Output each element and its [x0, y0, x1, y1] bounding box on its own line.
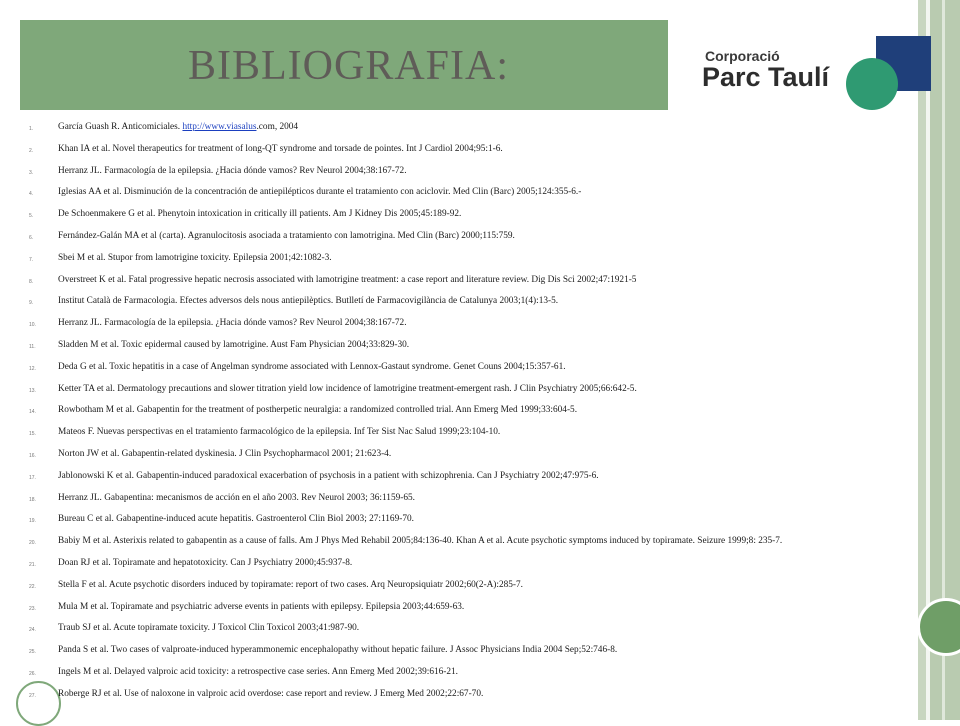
reference-item: [0, 296, 916, 308]
reference-number: 1.: [29, 126, 34, 132]
reference-item: [0, 318, 916, 330]
reference-number: 7.: [29, 256, 34, 263]
reference-text: Ketter TA et al. Dermatology precautions and slower titration yield low incidence of lamotrigine treatment-emergent rash. J Clin Psychiatry 2005;66:642-5.: [58, 383, 637, 394]
reference-number: 13.: [29, 387, 36, 394]
logo-text-line2: Parc Taulí: [702, 62, 830, 92]
logo-circle-shape: [846, 58, 898, 110]
reference-text: Traub SJ et al. Acute topiramate toxicity. J Toxicol Clin Toxicol 2003;41:987-90.: [58, 623, 360, 634]
reference-text: Mula M et al. Topiramate and psychiatric adverse events in patients with epilepsy. Epilepsia 2003;44:659-63.: [58, 601, 465, 612]
reference-item: [0, 384, 916, 396]
reference-text: Roberge RJ et al. Use of naloxone in valproic acid overdose: case report and review. J Emerg Med 2002;22:67-70.: [58, 688, 484, 699]
reference-text: Fernández-Galán MA et al (carta). Agranulocitosis asociada a tratamiento con lamotrigina. Med Clin (Barc) 2000;115:759.: [58, 230, 515, 241]
reference-item: [0, 580, 916, 592]
reference-item: [0, 209, 916, 221]
reference-text: Rowbotham M et al. Gabapentin for the treatment of postherpetic neuralgia: a randomized controlled trial. Ann Emerg Med 1999;33:604-5.: [58, 405, 578, 416]
reference-text: Herranz JL. Farmacología de la epilepsia. ¿Hacia dónde vamos? Rev Neurol 2004;38:167-72.: [58, 318, 407, 329]
reference-number: 2.: [29, 147, 34, 154]
reference-text: Norton JW et al. Gabapentin-related dyskinesia. J Clin Psychopharmacol 2001; 21:623-4.: [58, 448, 392, 459]
reference-item: [0, 623, 916, 635]
reference-link[interactable]: http://www.viasalus: [182, 122, 257, 132]
reference-number: 8.: [29, 278, 34, 285]
reference-text: Institut Català de Farmacologia. Efectes adversos dels nous antiepilèptics. Butlletí de Farmacovigilància de Catalunya 2003;1(4):13-5.: [58, 296, 559, 307]
reference-item: [0, 645, 916, 657]
reference-number: 3.: [29, 169, 34, 176]
reference-number: 14.: [29, 409, 36, 416]
reference-number: 20.: [29, 540, 36, 547]
reference-number: 23.: [29, 605, 36, 612]
reference-item: [0, 144, 916, 156]
reference-text: Mateos F. Nuevas perspectivas en el tratamiento farmacológico de la epilepsia. Inf Ter Sist Nac Salud 1999;23:104-10.: [58, 427, 501, 438]
reference-item: [0, 514, 916, 526]
reference-text: De Schoenmakere G et al. Phenytoin intoxication in critically ill patients. Am J Kidney Dis 2005;45:189-92.: [58, 209, 462, 220]
reference-text-suffix: .com, 2004: [256, 122, 299, 132]
reference-text: Sladden M et al. Toxic epidermal caused by lamotrigine. Aust Fam Physician 2004;33:829-30.: [58, 339, 410, 350]
reference-text: Panda S et al. Two cases of valproate-induced hyperammonemic encephalopathy without hepatic failure. J Assoc Physicians India 2004 Sep;52:746-8.: [58, 645, 618, 656]
reference-number: 15.: [29, 431, 36, 438]
reference-number: 9.: [29, 300, 34, 307]
reference-item: [0, 449, 916, 461]
reference-item: [0, 166, 916, 178]
reference-item: [0, 122, 916, 134]
reference-text: Jablonowski K et al. Gabapentin-induced paradoxical exacerbation of psychosis in a patient with schizophrenia. Can J Psychiatry 2002;47:975-6.: [58, 470, 599, 481]
reference-text: García Guash R. Anticomiciales.: [58, 122, 183, 132]
reference-item: [0, 689, 916, 701]
reference-number: 5.: [29, 213, 34, 220]
reference-item: [0, 536, 916, 548]
reference-text: Herranz JL. Gabapentina: mecanismos de acción en el año 2003. Rev Neurol 2003; 36:1159-65.: [58, 492, 415, 503]
reference-item: [0, 427, 916, 439]
reference-text: Herranz JL. Farmacología de la epilepsia. ¿Hacia dónde vamos? Rev Neurol 2004;38:167-72.: [58, 165, 407, 176]
reference-number: 10.: [29, 322, 36, 329]
reference-item: [0, 667, 916, 679]
reference-text: Iglesias AA et al. Disminución de la concentración de antiepilépticos durante el tratamiento con aciclovir. Med Clin (Barc) 2005;124:355-6.-: [58, 187, 582, 198]
reference-item: [0, 340, 916, 352]
reference-item: [0, 362, 916, 374]
page-title: BIBLIOGRAFIA:: [188, 43, 510, 89]
reference-text: Sbei M et al. Stupor from lamotrigine toxicity. Epilepsia 2001;42:1082-3.: [58, 252, 332, 263]
reference-text: Deda G et al. Toxic hepatitis in a case of Angelman syndrome associated with Lennox-Gastaut syndrome. Genet Couns 2004;15:357-61.: [58, 361, 566, 372]
reference-text: Ingels M et al. Delayed valproic acid toxicity: a retrospective case series. Ann Emerg Med 2002;39:616-21.: [58, 666, 458, 677]
reference-number: 4.: [29, 191, 34, 198]
reference-list: [0, 122, 916, 711]
reference-number: 26.: [29, 670, 36, 677]
reference-item: [0, 471, 916, 483]
reference-text: Khan IA et al. Novel therapeutics for treatment of long-QT syndrome and torsade de pointes. Int J Cardiol 2004;95:1-6.: [58, 143, 503, 154]
reference-text: Overstreet K et al. Fatal progressive hepatic necrosis associated with lamotrigine treatment: a case report and literature review. Dig Dis Sci 2002;47:1921-5: [58, 274, 637, 285]
reference-text: Stella F et al. Acute psychotic disorders induced by topiramate: report of two cases. Arq Neuropsiquiatr 2002;60(2-A):285-7.: [58, 579, 523, 590]
reference-text: Babiy M et al. Asterixis related to gabapentin as a cause of falls. Am J Phys Med Rehabil 2005;84:136-40. Khan A et al. Acute psychotic symptoms induced by topiramate. Seizure 1999;8: 235-7.: [58, 536, 783, 547]
reference-number: 6.: [29, 234, 34, 241]
reference-number: 22.: [29, 583, 36, 590]
logo-text-line1: Corporació: [705, 48, 780, 64]
reference-number: 24.: [29, 627, 36, 634]
reference-number: 25.: [29, 649, 36, 656]
reference-number: 27.: [29, 692, 36, 699]
reference-item: [0, 253, 916, 265]
reference-text: Bureau C et al. Gabapentine-induced acute hepatitis. Gastroenterol Clin Biol 2003; 27:1169-70.: [58, 514, 414, 525]
reference-item: [0, 231, 916, 243]
reference-number: 16.: [29, 452, 36, 459]
reference-number: 18.: [29, 496, 36, 503]
reference-item: [0, 275, 916, 287]
reference-item: [0, 405, 916, 417]
reference-text: Doan RJ et al. Topiramate and hepatotoxicity. Can J Psychiatry 2000;45:937-8.: [58, 557, 353, 568]
reference-number: 11.: [29, 343, 36, 350]
reference-number: 12.: [29, 365, 36, 372]
reference-item: [0, 493, 916, 505]
reference-number: 17.: [29, 474, 36, 481]
reference-number: 19.: [29, 518, 36, 525]
reference-item: [0, 558, 916, 570]
reference-item: [0, 187, 916, 199]
reference-number: 21.: [29, 561, 36, 568]
reference-item: [0, 602, 916, 614]
